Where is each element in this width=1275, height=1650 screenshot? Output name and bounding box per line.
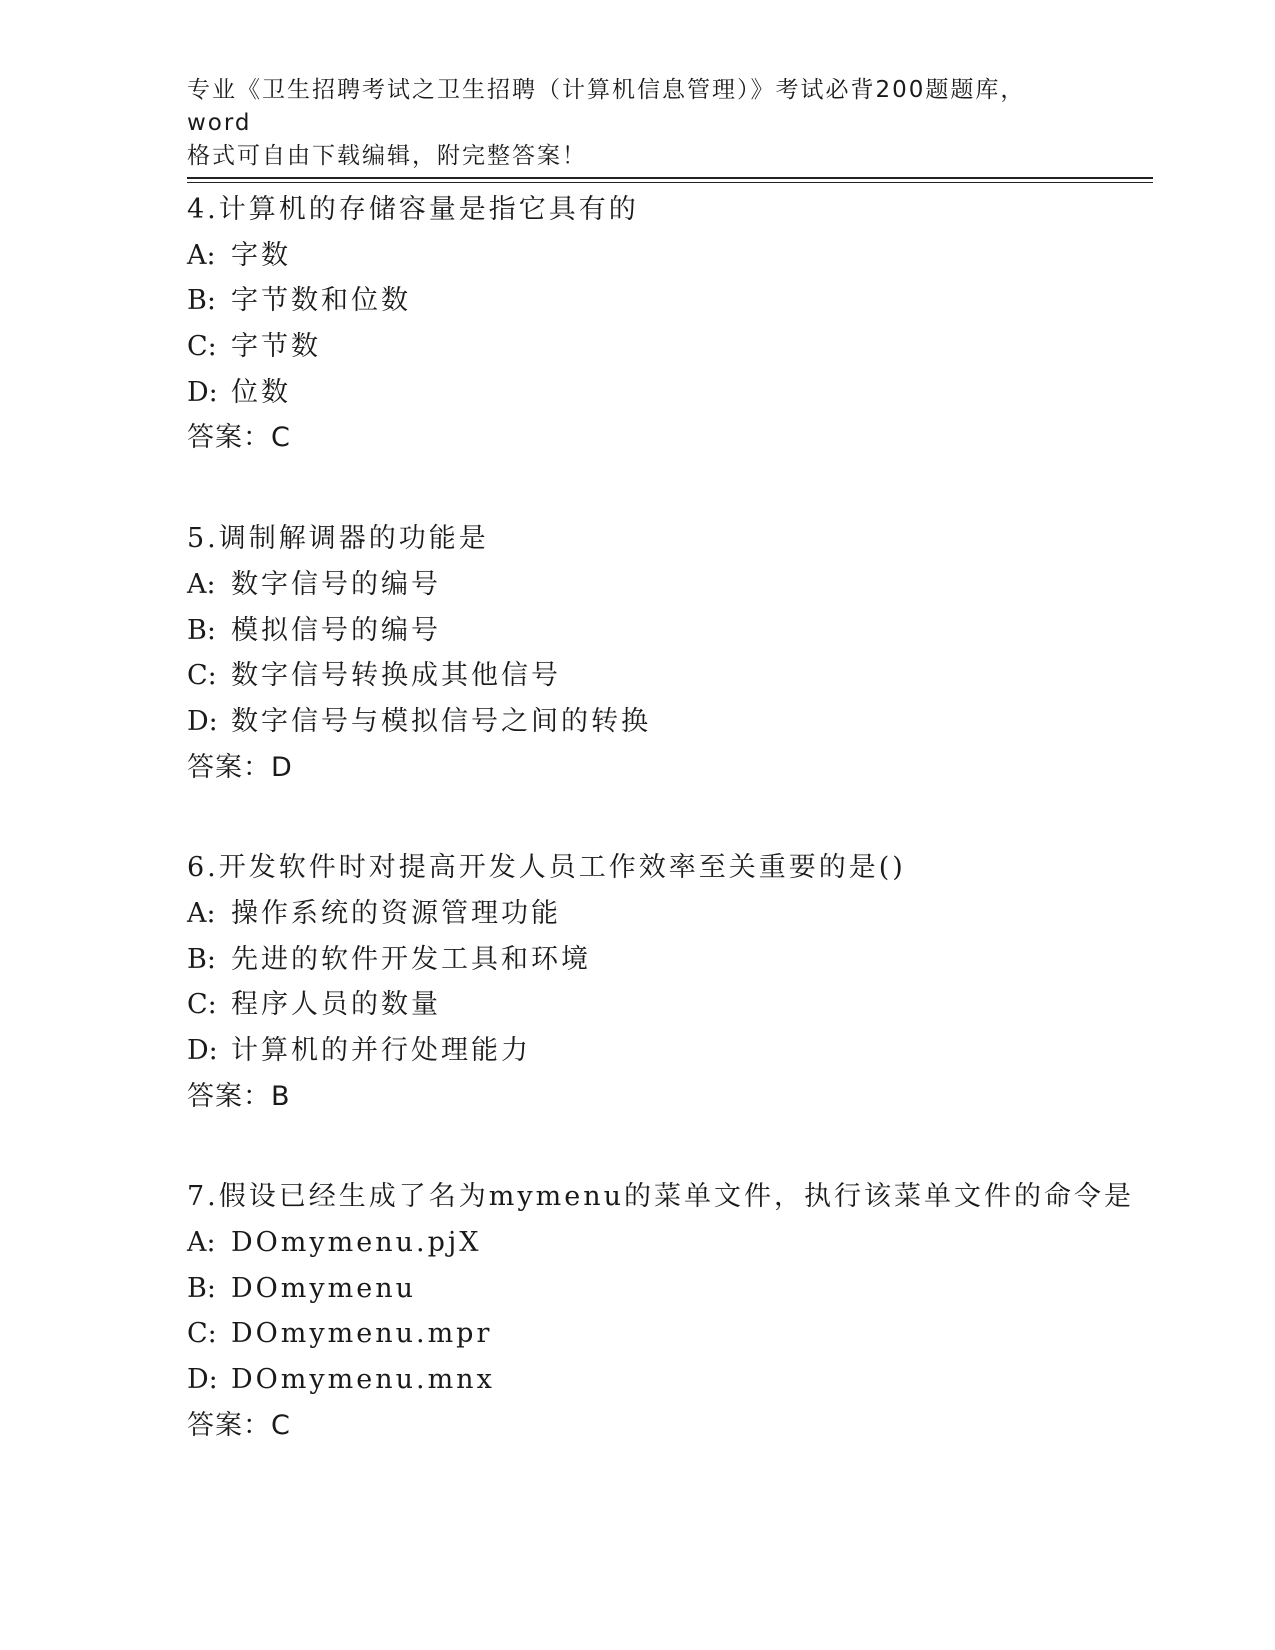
header-line-2: 格式可自由下载编辑，附完整答案！ [187,143,587,169]
option-text: 先进的软件开发工具和环境 [231,943,591,975]
question-block [187,1174,1153,1448]
question-block [187,516,1153,790]
option-d [187,1028,1153,1074]
option-c [187,653,1153,699]
option-text: 数字信号转换成其他信号 [231,660,561,692]
option-letter: A: [187,897,216,929]
option-letter: C: [187,989,217,1021]
answer-line: 答案：D [187,751,293,783]
document-header [187,74,1087,173]
option-text: DOmymenu.mpr [231,1318,493,1350]
option-c [187,1311,1153,1357]
option-text: DOmymenu.pjX [231,1227,482,1259]
answer-line: 答案：B [187,1080,291,1112]
option-text: 操作系统的资源管理功能 [231,897,561,929]
header-divider-bottom [187,182,1153,183]
option-b [187,1266,1153,1312]
option-letter: D: [187,1364,218,1396]
option-a [187,1220,1153,1266]
question-block [187,845,1153,1119]
option-text: 计算机的并行处理能力 [231,1035,531,1066]
option-letter: B: [187,285,216,317]
option-text: 数字信号的编号 [231,568,441,600]
question-list [187,187,1153,1504]
answer-line: 答案：C [187,422,291,454]
option-letter: C: [187,660,217,692]
option-a [187,562,1153,608]
question-stem: 7.假设已经生成了名为mymenu的菜单文件，执行该菜单文件的命令是 [187,1181,1134,1213]
option-letter: D: [187,705,218,737]
option-c [187,324,1153,370]
option-letter: D: [187,1035,218,1066]
option-a [187,891,1153,937]
option-a [187,233,1153,279]
question-stem: 5.调制解调器的功能是 [187,523,489,555]
option-letter: D: [187,376,218,408]
option-d [187,1357,1153,1403]
option-letter: B: [187,614,216,646]
option-text: 模拟信号的编号 [231,614,441,646]
question-block [187,187,1153,461]
option-c [187,982,1153,1028]
option-letter: A: [187,568,216,600]
option-b [187,278,1153,324]
option-b [187,937,1153,983]
option-text: DOmymenu [231,1272,416,1304]
answer-line: 答案：C [187,1409,291,1441]
question-stem: 6.开发软件时对提高开发人员工作效率至关重要的是() [187,852,906,884]
option-text: 字节数 [231,331,321,363]
option-b [187,608,1153,654]
option-letter: A: [187,1227,216,1259]
option-d [187,699,1153,745]
option-text: 位数 [231,376,291,408]
option-letter: B: [187,1272,216,1304]
option-text: 程序人员的数量 [231,989,441,1021]
option-text: 数字信号与模拟信号之间的转换 [231,705,651,737]
option-letter: A: [187,239,216,271]
option-letter: C: [187,1318,217,1350]
header-line-1: 专业《卫生招聘考试之卫生招聘（计算机信息管理）》考试必背200题题库，word [187,77,1026,136]
option-text: 字数 [231,239,291,271]
option-letter: B: [187,943,216,975]
question-stem: 4.计算机的存储容量是指它具有的 [187,194,639,225]
header-divider-top [187,177,1153,179]
option-text: DOmymenu.mnx [231,1364,495,1396]
option-d [187,370,1153,416]
option-text: 字节数和位数 [231,285,411,317]
option-letter: C: [187,331,217,363]
